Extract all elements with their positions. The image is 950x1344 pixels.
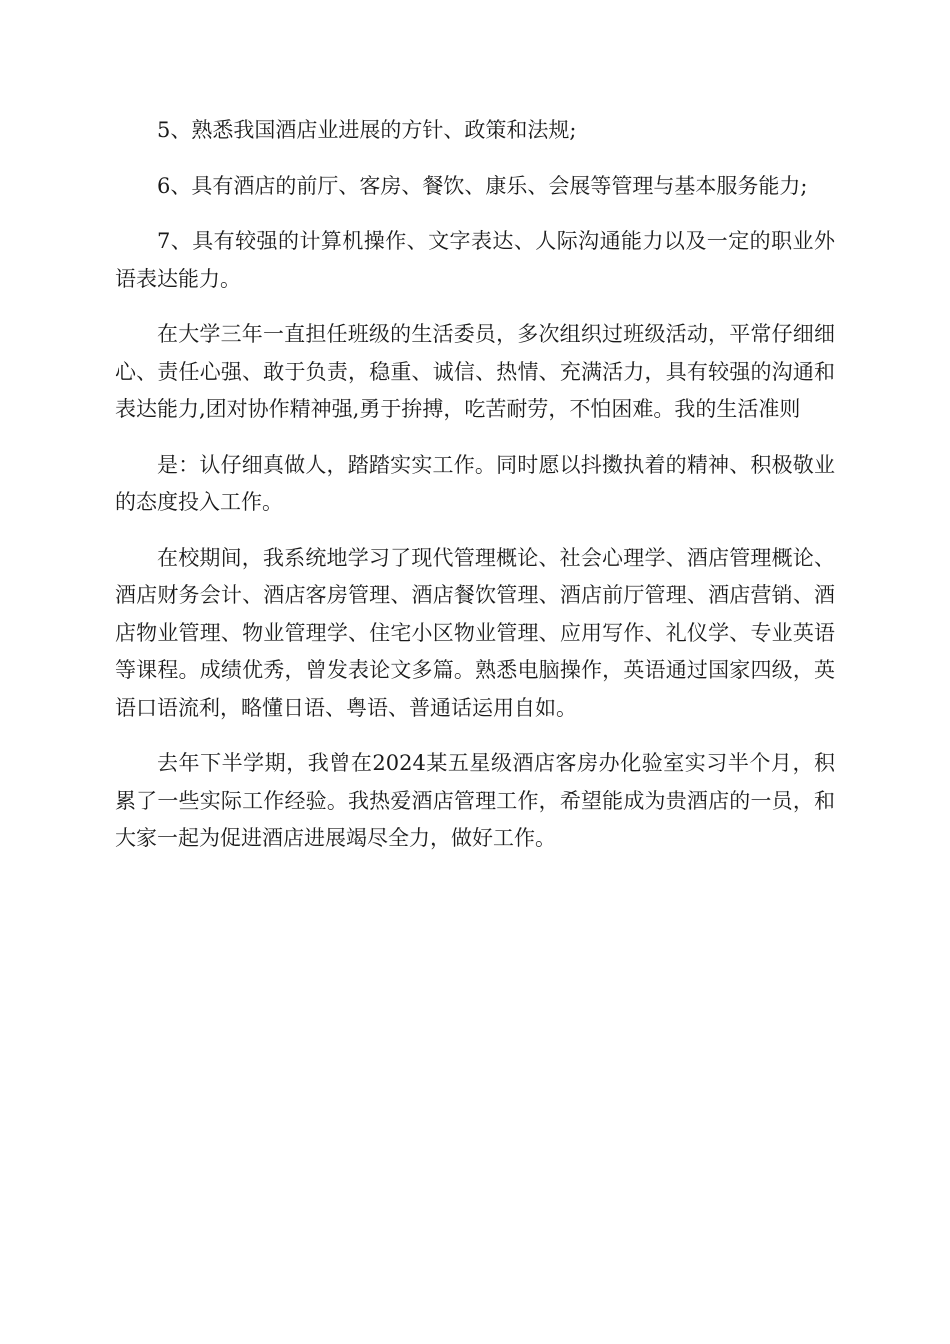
paragraph-self-description: 在大学三年一直担任班级的生活委员，多次组织过班级活动，平常仔细细心、责任心强、敢于负责，稳重、诚信、热情、充满活力，具有较强的沟通和表达能力,团对协作精神强,勇于拚搏，吃苦耐劳，不怕困难。我的生活准则 (115, 322, 835, 421)
paragraph-item-5: 5、熟悉我国酒店业进展的方针、政策和法规; (157, 118, 577, 142)
paragraph-studies: 在校期间，我系统地学习了现代管理概论、社会心理学、酒店管理概论、酒店财务会计、酒店客房管理、酒店餐饮管理、酒店前厅管理、酒店营销、酒店物业管理、物业管理学、住宅小区物业管理、应用写作、礼仪学、专业英语等课程。成绩优秀，曾发表论文多篇。熟悉电脑操作，英语通过国家四级，英语口语流利，略懂日语、粤语、普通话运用自如。 (115, 545, 835, 720)
paragraph-life-motto: 是：认仔细真做人，踏踏实实工作。同时愿以抖擞执着的精神、积极敬业的态度投入工作。 (115, 452, 835, 514)
paragraph-item-6: 6、具有酒店的前厅、客房、餐饮、康乐、会展等管理与基本服务能力; (157, 173, 808, 198)
paragraph-internship: 去年下半学期，我曾在2024某五星级酒店客房办化验室实习半个月，积累了一些实际工作经验。我热爱酒店管理工作，希望能成为贵酒店的一员，和大家一起为促进酒店进展竭尽全力，做好工作。 (115, 751, 835, 850)
paragraph-item-7: 7、具有较强的计算机操作、文字表达、人际沟通能力以及一定的职业外语表达能力。 (115, 229, 835, 291)
document-body (115, 112, 835, 876)
